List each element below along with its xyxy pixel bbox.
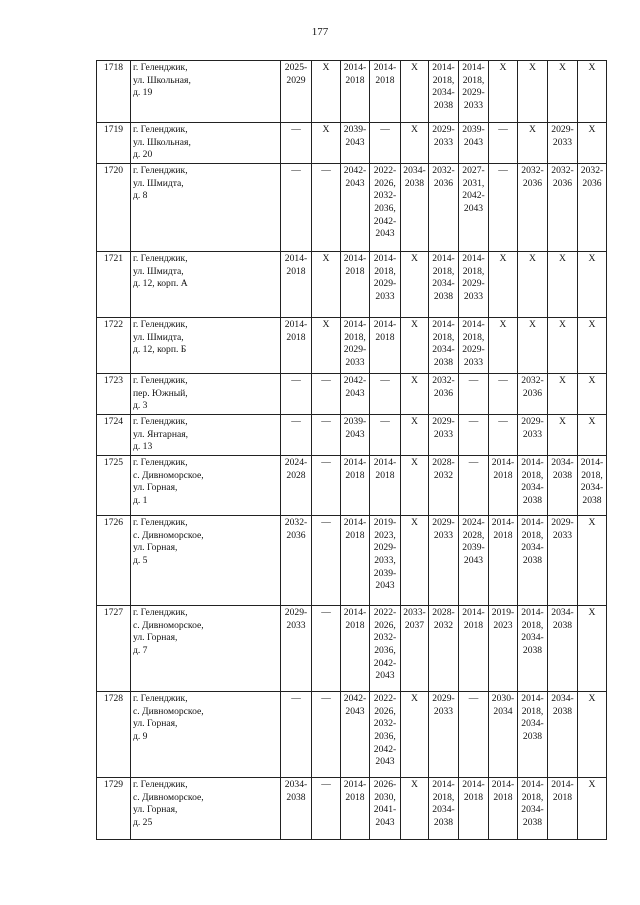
address-line: г. Геленджик, xyxy=(133,456,188,468)
schedule-cell: 2014- 2018 xyxy=(548,777,578,839)
schedule-cell: 2014- 2018 xyxy=(489,515,518,605)
schedule-cell: 2014- 2018 xyxy=(341,605,370,691)
address-line: д. 5 xyxy=(133,554,148,566)
schedule-cell: — xyxy=(370,373,401,414)
row-number: 1723 xyxy=(97,373,131,414)
schedule-cell: 2039- 2043 xyxy=(459,123,489,164)
schedule-cell: 2028- 2032 xyxy=(429,455,459,515)
address-line: с. Дивноморское, xyxy=(133,705,204,717)
schedule-cell: 2033- 2037 xyxy=(401,605,429,691)
schedule-cell: — xyxy=(281,691,312,777)
schedule-cell: X xyxy=(548,373,578,414)
address-line: д. 25 xyxy=(133,816,153,828)
schedule-cell: 2014- 2018 xyxy=(459,777,489,839)
schedule-cell: X xyxy=(401,251,429,317)
row-number: 1718 xyxy=(97,61,131,123)
address-cell xyxy=(131,123,281,164)
schedule-cell: 2014- 2018 xyxy=(341,251,370,317)
schedule-cell: 2014- 2018 xyxy=(370,317,401,373)
address-line: д. 12, корп. А xyxy=(133,278,188,290)
schedule-cell: — xyxy=(489,414,518,455)
address-line: г. Геленджик, xyxy=(133,124,188,135)
schedule-cell: X xyxy=(312,317,341,373)
schedule-cell: 2029- 2033 xyxy=(429,414,459,455)
schedule-cell: — xyxy=(281,373,312,414)
row-number: 1728 xyxy=(97,691,131,777)
schedule-cell: 2032- 2036 xyxy=(578,163,607,251)
row-number: 1721 xyxy=(97,251,131,317)
address-cell xyxy=(131,515,281,605)
schedule-cell: — xyxy=(312,515,341,605)
schedule-cell: 2014- 2018 xyxy=(370,61,401,123)
schedule-cell: 2014- 2018, 2034- 2038 xyxy=(518,777,548,839)
address-cell xyxy=(131,373,281,414)
schedule-cell: 2028- 2032 xyxy=(429,605,459,691)
schedule-cell: X xyxy=(401,373,429,414)
schedule-cell: 2025- 2029 xyxy=(281,61,312,123)
table-row xyxy=(97,455,607,515)
schedule-cell: 2029- 2033 xyxy=(429,691,459,777)
schedule-cell: X xyxy=(518,251,548,317)
schedule-cell: 2014- 2018, 2034- 2038 xyxy=(429,777,459,839)
schedule-cell: — xyxy=(459,373,489,414)
schedule-cell: 2042- 2043 xyxy=(341,373,370,414)
address-line: с. Дивноморское, xyxy=(133,619,204,631)
schedule-cell: X xyxy=(401,317,429,373)
schedule-cell: X xyxy=(401,515,429,605)
address-cell xyxy=(131,777,281,839)
schedule-cell: 2014- 2018 xyxy=(370,455,401,515)
address-line: г. Геленджик, xyxy=(133,606,188,618)
schedule-cell: X xyxy=(518,317,548,373)
address-line: г. Геленджик, xyxy=(133,318,188,330)
schedule-cell: 2034- 2038 xyxy=(548,605,578,691)
schedule-cell: 2024- 2028, 2039- 2043 xyxy=(459,515,489,605)
address-line: д. 9 xyxy=(133,730,148,742)
schedule-cell: — xyxy=(312,163,341,251)
row-number: 1725 xyxy=(97,455,131,515)
schedule-cell: 2014- 2018, 2034- 2038 xyxy=(518,691,548,777)
schedule-cell: 2014- 2018 xyxy=(341,455,370,515)
table-row xyxy=(97,605,607,691)
schedule-cell: 2014- 2018, 2034- 2038 xyxy=(429,317,459,373)
schedule-cell: X xyxy=(548,317,578,373)
repair-schedule-table xyxy=(96,60,607,840)
schedule-cell: 2032- 2036 xyxy=(281,515,312,605)
address-line: д. 1 xyxy=(133,494,148,506)
schedule-cell: — xyxy=(489,163,518,251)
address-line: д. 12, корп. Б xyxy=(133,344,187,356)
table-row xyxy=(97,777,607,839)
table-row xyxy=(97,317,607,373)
table-row xyxy=(97,123,607,164)
schedule-cell: X xyxy=(578,515,607,605)
schedule-cell: X xyxy=(312,251,341,317)
schedule-cell: 2014- 2018 xyxy=(341,61,370,123)
schedule-cell: X xyxy=(489,251,518,317)
schedule-cell: X xyxy=(578,414,607,455)
table-row xyxy=(97,414,607,455)
schedule-cell: 2019- 2023 xyxy=(489,605,518,691)
address-line: г. Геленджик, xyxy=(133,252,188,264)
schedule-cell: 2034- 2038 xyxy=(281,777,312,839)
schedule-cell: 2014- 2018, 2029- 2033 xyxy=(459,251,489,317)
address-line: ул. Шмидта, xyxy=(133,265,184,277)
schedule-cell: X xyxy=(548,61,578,123)
address-line: г. Геленджик, xyxy=(133,692,188,704)
address-cell xyxy=(131,61,281,123)
row-number: 1722 xyxy=(97,317,131,373)
schedule-cell: X xyxy=(578,317,607,373)
row-number: 1719 xyxy=(97,123,131,164)
table-row xyxy=(97,373,607,414)
address-line: ул. Горная, xyxy=(133,482,178,494)
row-number: 1724 xyxy=(97,414,131,455)
schedule-cell: 2014- 2018, 2034- 2038 xyxy=(518,605,548,691)
schedule-cell: 2029- 2033 xyxy=(281,605,312,691)
schedule-cell: 2032- 2036 xyxy=(429,373,459,414)
schedule-cell: 2039- 2043 xyxy=(341,123,370,164)
address-cell xyxy=(131,691,281,777)
address-cell xyxy=(131,163,281,251)
address-line: с. Дивноморское, xyxy=(133,791,204,803)
schedule-cell: 2032- 2036 xyxy=(518,163,548,251)
schedule-cell: — xyxy=(312,777,341,839)
schedule-cell: 2014- 2018 xyxy=(341,515,370,605)
row-number: 1727 xyxy=(97,605,131,691)
row-number: 1729 xyxy=(97,777,131,839)
schedule-cell: — xyxy=(312,455,341,515)
schedule-cell: 2019- 2023, 2029- 2033, 2039- 2043 xyxy=(370,515,401,605)
schedule-cell: X xyxy=(312,61,341,123)
schedule-cell: — xyxy=(281,163,312,251)
address-line: д. 3 xyxy=(133,400,148,412)
schedule-cell: — xyxy=(489,123,518,164)
schedule-cell: — xyxy=(459,414,489,455)
address-line: д. 20 xyxy=(133,149,153,161)
address-line: ул. Горная, xyxy=(133,718,178,730)
address-line: ул. Горная, xyxy=(133,804,178,816)
schedule-cell: 2032- 2036 xyxy=(518,373,548,414)
schedule-cell: 2014- 2018, 2029- 2033 xyxy=(370,251,401,317)
address-line: г. Геленджик, xyxy=(133,778,188,790)
table-row xyxy=(97,61,607,123)
address-line: д. 19 xyxy=(133,87,153,99)
schedule-cell: 2014- 2018 xyxy=(489,777,518,839)
schedule-cell: X xyxy=(548,251,578,317)
schedule-cell: 2014- 2018 xyxy=(281,317,312,373)
schedule-cell: X xyxy=(548,414,578,455)
schedule-cell: X xyxy=(489,61,518,123)
schedule-cell: 2014- 2018 xyxy=(281,251,312,317)
schedule-cell: 2042- 2043 xyxy=(341,691,370,777)
schedule-cell: 2034- 2038 xyxy=(401,163,429,251)
schedule-cell: 2022- 2026, 2032- 2036, 2042- 2043 xyxy=(370,691,401,777)
table-row xyxy=(97,691,607,777)
address-cell xyxy=(131,317,281,373)
address-line: г. Геленджик, xyxy=(133,164,188,176)
address-cell xyxy=(131,251,281,317)
schedule-cell: X xyxy=(518,123,548,164)
row-number: 1720 xyxy=(97,163,131,251)
schedule-cell: 2014- 2018, 2034- 2038 xyxy=(429,61,459,123)
schedule-cell: X xyxy=(401,691,429,777)
address-line: ул. Горная, xyxy=(133,542,178,554)
schedule-cell: — xyxy=(370,123,401,164)
schedule-cell: 2022- 2026, 2032- 2036, 2042- 2043 xyxy=(370,163,401,251)
schedule-cell: 2029- 2033 xyxy=(429,515,459,605)
schedule-cell: — xyxy=(312,414,341,455)
schedule-cell: X xyxy=(578,251,607,317)
schedule-cell: 2034- 2038 xyxy=(548,455,578,515)
schedule-cell: X xyxy=(578,777,607,839)
schedule-cell: 2027- 2031, 2042- 2043 xyxy=(459,163,489,251)
schedule-cell: 2026- 2030, 2041- 2043 xyxy=(370,777,401,839)
schedule-cell: X xyxy=(489,317,518,373)
schedule-cell: X xyxy=(518,61,548,123)
schedule-cell: 2034- 2038 xyxy=(548,691,578,777)
address-line: г. Геленджик, xyxy=(133,415,188,427)
schedule-cell: X xyxy=(312,123,341,164)
address-line: г. Геленджик, xyxy=(133,62,188,73)
address-line: ул. Школьная, xyxy=(133,74,191,86)
schedule-cell: — xyxy=(312,691,341,777)
address-line: д. 8 xyxy=(133,190,148,202)
address-line: г. Геленджик, xyxy=(133,374,188,386)
schedule-cell: X xyxy=(578,691,607,777)
schedule-cell: 2032- 2036 xyxy=(548,163,578,251)
address-line: ул. Горная, xyxy=(133,632,178,644)
schedule-cell: X xyxy=(578,605,607,691)
schedule-cell: 2039- 2043 xyxy=(341,414,370,455)
row-number: 1726 xyxy=(97,515,131,605)
schedule-cell: 2029- 2033 xyxy=(518,414,548,455)
address-line: ул. Школьная, xyxy=(133,136,191,148)
address-line: пер. Южный, xyxy=(133,387,188,399)
schedule-cell: 2014- 2018, 2034- 2038 xyxy=(518,515,548,605)
address-line: ул. Шмидта, xyxy=(133,331,184,343)
schedule-cell: — xyxy=(281,414,312,455)
address-line: ул. Янтарная, xyxy=(133,428,189,440)
schedule-cell: 2014- 2018 xyxy=(489,455,518,515)
address-cell xyxy=(131,605,281,691)
table-row xyxy=(97,515,607,605)
schedule-cell: — xyxy=(370,414,401,455)
schedule-cell: — xyxy=(312,605,341,691)
schedule-cell: 2042- 2043 xyxy=(341,163,370,251)
schedule-cell: — xyxy=(281,123,312,164)
address-line: д. 13 xyxy=(133,441,153,453)
address-cell xyxy=(131,455,281,515)
schedule-cell: 2014- 2018, 2029- 2033 xyxy=(459,61,489,123)
schedule-cell: X xyxy=(401,414,429,455)
schedule-cell: 2032- 2036 xyxy=(429,163,459,251)
schedule-cell: 2029- 2033 xyxy=(548,123,578,164)
schedule-cell: 2022- 2026, 2032- 2036, 2042- 2043 xyxy=(370,605,401,691)
schedule-cell: 2014- 2018, 2034- 2038 xyxy=(578,455,607,515)
schedule-cell: 2014- 2018, 2034- 2038 xyxy=(429,251,459,317)
table-row xyxy=(97,163,607,251)
address-line: г. Геленджик, xyxy=(133,516,188,528)
schedule-cell: 2014- 2018, 2034- 2038 xyxy=(518,455,548,515)
schedule-cell: — xyxy=(459,455,489,515)
address-line: д. 7 xyxy=(133,644,148,656)
schedule-cell: X xyxy=(578,123,607,164)
table-row xyxy=(97,251,607,317)
schedule-cell: 2029- 2033 xyxy=(429,123,459,164)
address-cell xyxy=(131,414,281,455)
schedule-cell: 2024- 2028 xyxy=(281,455,312,515)
schedule-cell: X xyxy=(578,373,607,414)
address-line: с. Дивноморское, xyxy=(133,469,204,481)
schedule-cell: X xyxy=(401,455,429,515)
schedule-cell: X xyxy=(401,61,429,123)
schedule-cell: 2014- 2018, 2029- 2033 xyxy=(459,317,489,373)
schedule-cell: — xyxy=(459,691,489,777)
schedule-cell: — xyxy=(489,373,518,414)
page-number: 177 xyxy=(311,26,329,38)
schedule-cell: 2029- 2033 xyxy=(548,515,578,605)
address-line: с. Дивноморское, xyxy=(133,529,204,541)
schedule-cell: 2030- 2034 xyxy=(489,691,518,777)
schedule-cell: 2014- 2018 xyxy=(459,605,489,691)
address-line: ул. Шмидта, xyxy=(133,177,184,189)
schedule-cell: 2014- 2018, 2029- 2033 xyxy=(341,317,370,373)
schedule-cell: X xyxy=(401,777,429,839)
schedule-cell: 2014- 2018 xyxy=(341,777,370,839)
schedule-cell: — xyxy=(312,373,341,414)
schedule-cell: X xyxy=(401,123,429,164)
schedule-cell: X xyxy=(578,61,607,123)
